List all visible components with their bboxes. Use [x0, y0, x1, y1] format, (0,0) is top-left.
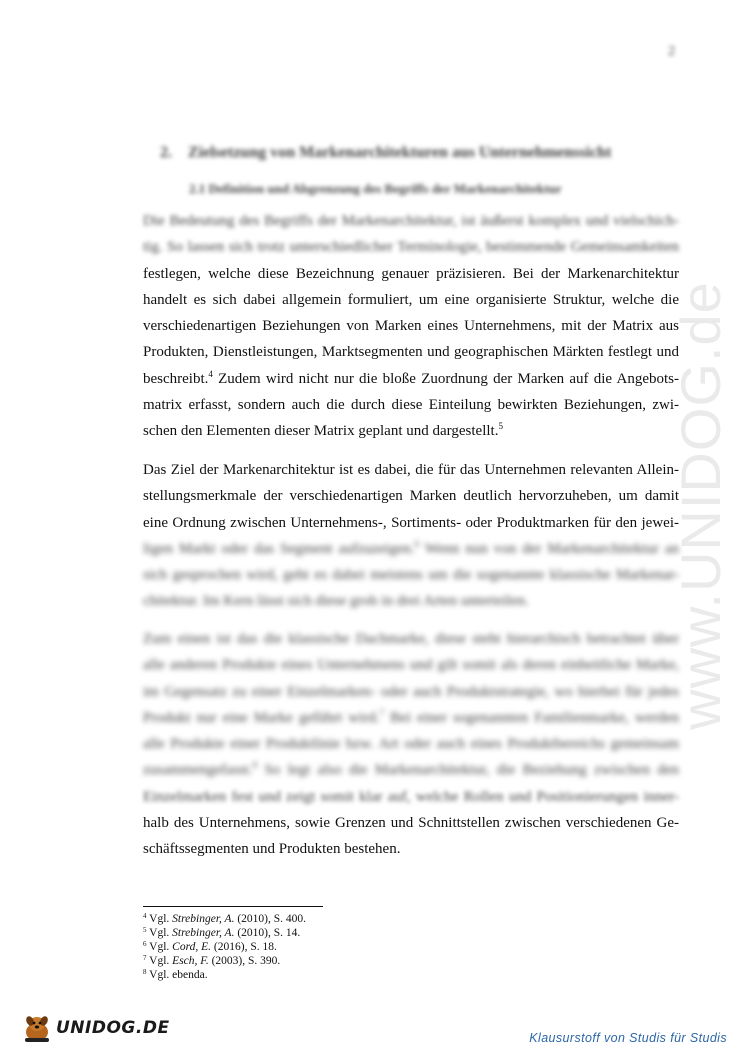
text-line: Produkt nur eine Marke geführt wird.$^7$ Bei einer sogenannten Familienmarke, werden	[143, 707, 679, 726]
text-line: Das Ziel der Markenarchitektur ist es dabei, die für das Unternehmen relevanten Allein-	[143, 462, 679, 478]
footnote: $^6$ Vgl. Cord, E. (2016), S. 18.	[143, 940, 277, 953]
watermark-text: www.UNIDOG.de	[668, 280, 732, 730]
footnote-ref: 8	[252, 760, 258, 771]
text-line: verschiedenartigen Beziehungen von Marken eines Unternehmens, mit der Matrix aus	[143, 318, 679, 335]
text-line: festlegen, welche diese Bezeichnung genauer präzisieren. Bei der Markenarchitektur	[143, 265, 679, 282]
footnote: $^5$ Vgl. Strebinger, A. (2010), S. 14.	[143, 926, 301, 939]
chapter-number: 2.	[160, 144, 172, 161]
page-number: 2	[668, 44, 675, 59]
paragraph-3	[143, 626, 679, 863]
text-line: alle Produkte einer Produktlinie bzw. Art oder auch eines Produktbereichs gemeinsam	[143, 736, 679, 753]
chapter-heading	[160, 144, 680, 162]
text-line: zusammengefasst.$^8$ So legt also die Markenarchitektur, die Beziehung zwischen den	[143, 760, 679, 779]
footnote-ref: 6	[414, 538, 420, 549]
chapter-title: Zielsetzung von Markenarchitekturen aus Unternehmenssicht	[188, 144, 612, 161]
text-line: ligen Markt oder das Segment aufzuzeigen.$^6$ Wenn nun von der Markenarchitektur an	[143, 538, 679, 557]
paragraph-1	[143, 208, 679, 445]
dog-mascot-icon	[20, 1012, 54, 1044]
text-line: Produkten, Dienstleistungen, Marktsegmenten und geographischen Märkten festlegt und	[143, 344, 679, 361]
paragraph-2	[143, 457, 679, 615]
footnote-ref: 7	[379, 707, 385, 718]
logo-text: UNIDOG.DE	[56, 1018, 170, 1038]
footnote: $^4$ Vgl. Strebinger, A. (2010), S. 400.	[143, 912, 307, 925]
section-heading: 2.1 Definition und Abgrenzung des Begriffs der Markenarchitektur	[189, 181, 562, 196]
footnote-rule	[143, 906, 323, 907]
text-line: schäftssegmenten und Produkten bestehen.	[143, 841, 401, 858]
text-line: Einzelmarken fest und zeigt somit klar auf, welche Rollen und Positionierungen inner-	[143, 788, 679, 805]
text-line: halb des Unternehmens, sowie Grenzen und Schnittstellen zwischen verschiedenen Ge-	[143, 815, 679, 832]
footnote: $^8$ Vgl. ebenda.	[143, 968, 208, 981]
footnote-ref: 5	[498, 421, 503, 432]
footnotes	[143, 912, 306, 982]
text-line: sich gesprochen wird, geht es dabei meistens um die sogenannte klassische Markenar-	[143, 567, 679, 584]
text-line: Zum einen ist das die klassische Dachmarke, diese steht hierarchisch betrachtet über	[143, 631, 679, 647]
text-line: eine Ordnung zwischen Unternehmens-, Sortiments- oder Produktmarken für den jewei-	[143, 514, 679, 531]
text-line: im Gegensatz zu einer Einzelmarken- oder auch Produktstrategie, wo hierbei für jedes	[143, 683, 679, 700]
footnote-ref: 4	[208, 368, 213, 379]
footnote: $^7$ Vgl. Esch, F. (2003), S. 390.	[143, 954, 281, 967]
text-line: handelt es sich dabei allgemein formuliert, um eine organisierte Struktur, welche die	[143, 291, 679, 308]
text-line: chitektur. Im Kern lässt sich diese grob in drei Arten unterteilen.	[143, 593, 529, 610]
watermark	[670, 270, 730, 740]
text-line: beschreibt.$^4$ Zudem wird nicht nur die bloße Zuordnung der Marken auf die Angebots-	[143, 368, 679, 387]
text-line: tig. So lassen sich trotz unterschiedlicher Terminologie, bestimmende Gemeinsamkeiten	[143, 239, 679, 256]
text-line: Die Bedeutung des Begriffs der Markenarchitektur, ist äußerst komplex und vielschich-	[143, 213, 679, 229]
text-line: alle anderen Produkte eines Unternehmens und gilt somit als deren einheitliche Marke,	[143, 657, 679, 674]
unidog-logo[interactable]	[20, 1012, 170, 1044]
text-line: matrix erfasst, sondern auch die durch diese Einteilung bewirkten Beziehungen, zwi-	[143, 397, 679, 414]
text-line: schen den Elementen dieser Matrix geplant und dargestellt.$^5$	[143, 421, 503, 440]
text-line: stellungsmerkmale der verschiedenartigen Marken deutlich hervorzuheben, um damit	[143, 488, 679, 505]
footer-tagline: Klausurstoff von Studis für Studis	[529, 1031, 727, 1045]
